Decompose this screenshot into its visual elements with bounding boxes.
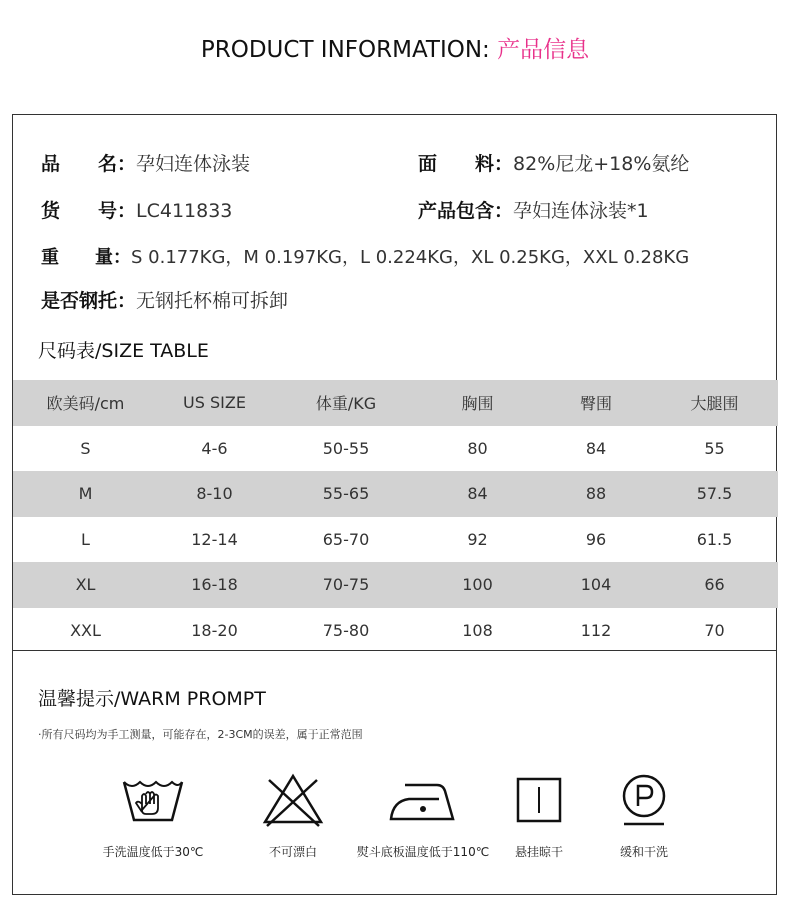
info-weight-key: 重 量： bbox=[41, 247, 131, 268]
header-title-cn: 产品信息 bbox=[497, 37, 590, 63]
info-weight-row bbox=[41, 244, 689, 272]
size-table-cell: 66 bbox=[704, 575, 725, 595]
info-fabric-row bbox=[418, 150, 689, 178]
size-table-cell: 65-70 bbox=[322, 529, 370, 549]
size-table-cell: 80 bbox=[467, 438, 488, 458]
info-contents-key: 产品包含： bbox=[418, 200, 514, 222]
info-contents-value: 孕妇连体泳装*1 bbox=[513, 200, 649, 222]
care-label: 熨斗底板温度低于110℃ bbox=[356, 845, 490, 859]
info-contents-row bbox=[418, 197, 649, 225]
hand-wash-icon bbox=[118, 770, 188, 830]
no-bleach-icon bbox=[258, 770, 328, 830]
size-table-header-row bbox=[13, 380, 778, 426]
size-table-cell: 88 bbox=[585, 484, 607, 504]
size-table-header-cell: 欧美码/cm bbox=[46, 394, 125, 414]
size-table-cell: 16-18 bbox=[191, 575, 238, 595]
size-table-cell: 70 bbox=[704, 620, 725, 640]
care-label: 手洗温度低于30℃ bbox=[102, 845, 204, 859]
size-table-row bbox=[13, 471, 778, 517]
size-table-cell: 84 bbox=[585, 438, 607, 458]
gentle-dry-clean-icon bbox=[611, 770, 677, 830]
size-table-row bbox=[13, 517, 778, 563]
info-name-value: 孕妇连体泳装 bbox=[136, 153, 251, 175]
size-table-cell: 57.5 bbox=[696, 484, 733, 504]
size-table-cell: M bbox=[78, 484, 93, 504]
size-table-cell: 55 bbox=[704, 438, 725, 458]
size-table-cell: 84 bbox=[467, 484, 488, 504]
info-item-value: LC411833 bbox=[136, 200, 233, 222]
info-item-row bbox=[41, 197, 232, 225]
size-table bbox=[13, 380, 778, 653]
size-table-cell: 108 bbox=[462, 620, 493, 640]
care-label: 悬挂晾干 bbox=[514, 845, 563, 859]
size-table-cell: 75-80 bbox=[322, 620, 370, 640]
size-table-cell: 50-55 bbox=[322, 438, 370, 458]
size-table-cell: 104 bbox=[580, 575, 612, 595]
info-item-key: 货 号： bbox=[41, 200, 137, 222]
info-wire-value: 无钢托杯棉可拆卸 bbox=[136, 290, 289, 312]
size-table-cell: 61.5 bbox=[696, 529, 733, 549]
size-table-header-cell: US SIZE bbox=[183, 393, 246, 413]
size-table-row bbox=[13, 608, 778, 654]
care-label: 缓和干洗 bbox=[619, 845, 668, 859]
size-table-cell: 18-20 bbox=[191, 620, 238, 640]
info-wire-row bbox=[41, 287, 288, 315]
section-divider bbox=[13, 650, 776, 651]
hang-dry-icon bbox=[509, 770, 569, 830]
header-title-en: PRODUCT INFORMATION: bbox=[200, 37, 498, 63]
size-table-cell: 8-10 bbox=[196, 484, 233, 504]
size-table-cell: 12-14 bbox=[191, 529, 238, 549]
size-table-title: 尺码表/SIZE TABLE bbox=[38, 340, 209, 362]
info-frame bbox=[12, 114, 777, 895]
size-table-header-cell: 胸围 bbox=[461, 394, 494, 414]
info-fabric-value: 82%尼龙+18%氨纶 bbox=[513, 153, 690, 175]
care-label: 不可漂白 bbox=[268, 845, 317, 859]
size-table-cell: 70-75 bbox=[322, 575, 370, 595]
page-header bbox=[0, 30, 790, 70]
size-table-cell: 92 bbox=[467, 529, 488, 549]
warm-prompt-title: 温馨提示/WARM PROMPT bbox=[38, 688, 266, 710]
size-table-cell: L bbox=[81, 529, 90, 549]
size-table-cell: 100 bbox=[462, 575, 493, 595]
size-table-cell: XXL bbox=[70, 620, 101, 640]
size-table-row bbox=[13, 426, 778, 472]
size-table-cell: 112 bbox=[580, 620, 612, 640]
size-table-cell: XL bbox=[75, 575, 96, 595]
size-table-cell: S bbox=[80, 438, 91, 458]
size-table-header-cell: 大腿围 bbox=[690, 394, 739, 414]
info-name-key: 品 名： bbox=[41, 153, 137, 175]
size-table-header-cell: 臀围 bbox=[579, 394, 612, 414]
warm-prompt-note: ·所有尺码均为手工测量，可能存在，2-3CM的误差，属于正常范围 bbox=[38, 728, 363, 741]
size-table-cell: 55-65 bbox=[322, 484, 370, 504]
info-fabric-key: 面 料： bbox=[418, 153, 514, 175]
info-name-row bbox=[41, 150, 250, 178]
size-table-cell: 96 bbox=[585, 529, 607, 549]
info-weight-value: S 0.177KG，M 0.197KG，L 0.224KG，XL 0.25KG，XXL 0.28KG bbox=[131, 247, 690, 268]
info-wire-key: 是否钢托： bbox=[41, 290, 137, 312]
size-table-cell: 4-6 bbox=[201, 438, 228, 458]
size-table-row bbox=[13, 562, 778, 608]
iron-low-icon bbox=[383, 770, 463, 830]
size-table-header-cell: 体重/KG bbox=[315, 394, 377, 414]
